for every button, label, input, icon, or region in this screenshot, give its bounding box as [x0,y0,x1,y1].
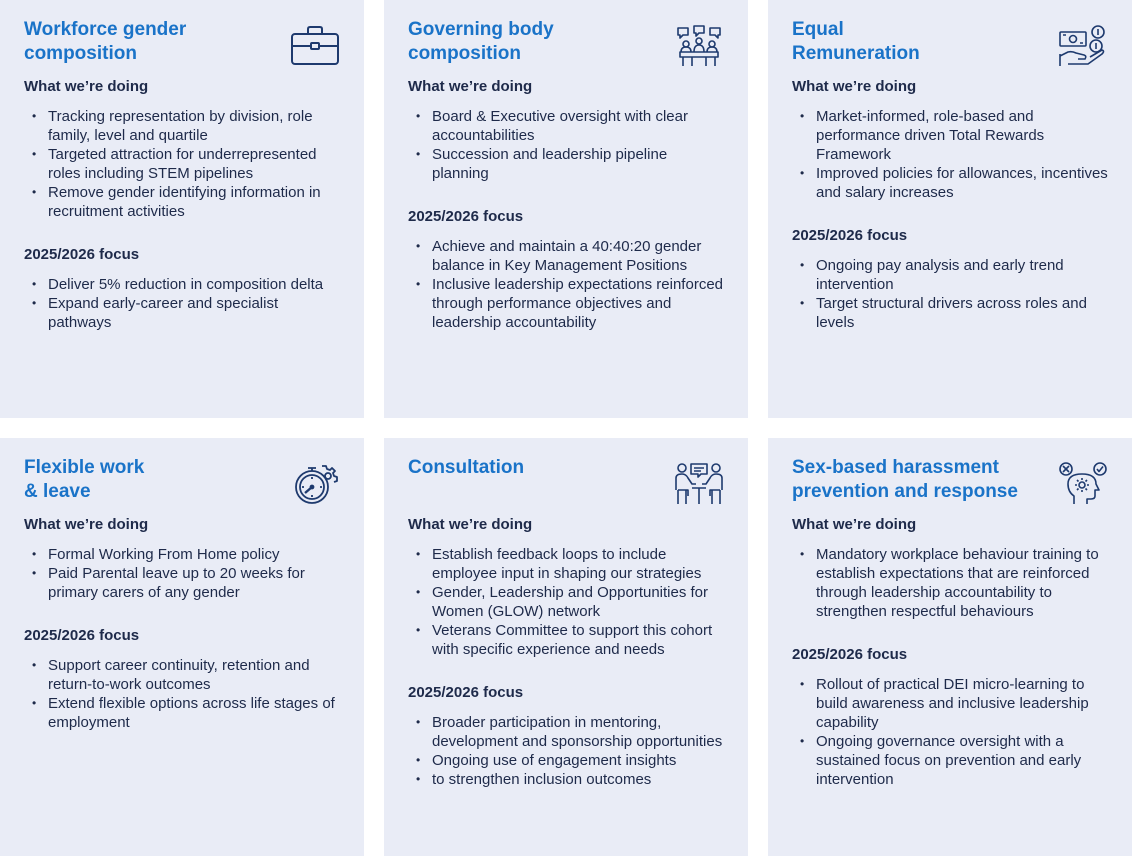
doing-heading: What we’re doing [408,78,533,95]
card-governing-body-composition [384,0,748,418]
doing-list [408,107,724,183]
list-item: • Improved policies for allowances, incentives and salary increases [792,164,1108,202]
list-item: • Succession and leadership pipeline planning [408,145,724,183]
list-item: • Tracking representation by division, role family, level and quartile [24,107,340,145]
card-flexible-work-leave [0,438,364,856]
focus-heading: 2025/2026 focus [24,246,140,263]
list-item: • Extend flexible options across life stages of employment [24,694,340,732]
doing-heading: What we’re doing [792,78,917,95]
list-item: • Ongoing governance oversight with a sustained focus on prevention and early intervention [792,732,1108,789]
focus-heading: 2025/2026 focus [792,646,908,663]
focus-list [408,713,724,789]
card-title: Sex-based harassment prevention and response [792,457,1018,502]
card-title: Equal Remuneration [792,19,920,64]
card-title: Governing body composition [408,19,554,64]
doing-heading: What we’re doing [792,516,917,533]
focus-heading: 2025/2026 focus [24,627,140,644]
list-item: • Broader participation in mentoring, development and sponsorship opportunities [408,713,724,751]
card-title: Flexible work & leave [24,457,145,502]
list-item: • Target structural drivers across roles and levels [792,294,1108,332]
focus-list [792,256,1108,332]
card-title: Workforce gender composition [24,19,187,64]
card-consultation [384,438,748,856]
list-item: • Gender, Leadership and Opportunities for Women (GLOW) network [408,583,724,621]
list-item: • Paid Parental leave up to 20 weeks for primary carers of any gender [24,564,340,602]
list-item: • Deliver 5% reduction in composition delta [24,275,340,294]
doing-heading: What we’re doing [24,516,149,533]
head-gear-check-icon [1058,462,1108,506]
focus-list [24,275,340,332]
doing-list [24,545,340,602]
list-item: • Mandatory workplace behaviour training to establish expectations that are reinforced through leadership accountability to strengthen respectful behaviours [792,545,1108,621]
list-item: • Expand early-career and specialist pathways [24,294,340,332]
list-item: • to strengthen inclusion outcomes [408,770,724,789]
list-item: • Ongoing use of engagement insights [408,751,724,770]
focus-list [24,656,340,732]
list-item: • Achieve and maintain a 40:40:20 gender balance in Key Management Positions [408,237,724,275]
list-item: • Inclusive leadership expectations reinforced through performance objectives and leadership accountability [408,275,724,332]
focus-list [408,237,724,332]
list-item: • Formal Working From Home policy [24,545,340,564]
list-item: • Board & Executive oversight with clear accountabilities [408,107,724,145]
list-item: • Remove gender identifying information in recruitment activities [24,183,340,221]
list-item: • Rollout of practical DEI micro-learning to build awareness and inclusive leadership capability [792,675,1108,732]
doing-list [408,545,724,659]
list-item: • Ongoing pay analysis and early trend intervention [792,256,1108,294]
doing-list [792,545,1108,621]
list-item: • Veterans Committee to support this cohort with specific experience and needs [408,621,724,659]
doing-heading: What we’re doing [408,516,533,533]
list-item: • Market-informed, role-based and performance driven Total Rewards Framework [792,107,1108,164]
doing-list [24,107,340,221]
list-item: • Support career continuity, retention and return-to-work outcomes [24,656,340,694]
focus-list [792,675,1108,789]
card-workforce-gender-composition [0,0,364,418]
focus-heading: 2025/2026 focus [408,208,524,225]
list-item: • Establish feedback loops to include employee input in shaping our strategies [408,545,724,583]
card-title: Consultation [408,457,525,478]
doing-list [792,107,1108,202]
card-equal-remuneration [768,0,1132,418]
people-discussion-icon [674,462,724,506]
list-item: • Targeted attraction for underrepresented roles including STEM pipelines [24,145,340,183]
card-sex-based-harassment [768,438,1132,856]
focus-heading: 2025/2026 focus [408,684,524,701]
briefcase-icon [290,24,340,68]
focus-heading: 2025/2026 focus [792,227,908,244]
stopwatch-gear-icon [290,462,340,506]
doing-heading: What we’re doing [24,78,149,95]
boardroom-meeting-icon [674,24,724,68]
hand-money-icon [1058,24,1108,68]
